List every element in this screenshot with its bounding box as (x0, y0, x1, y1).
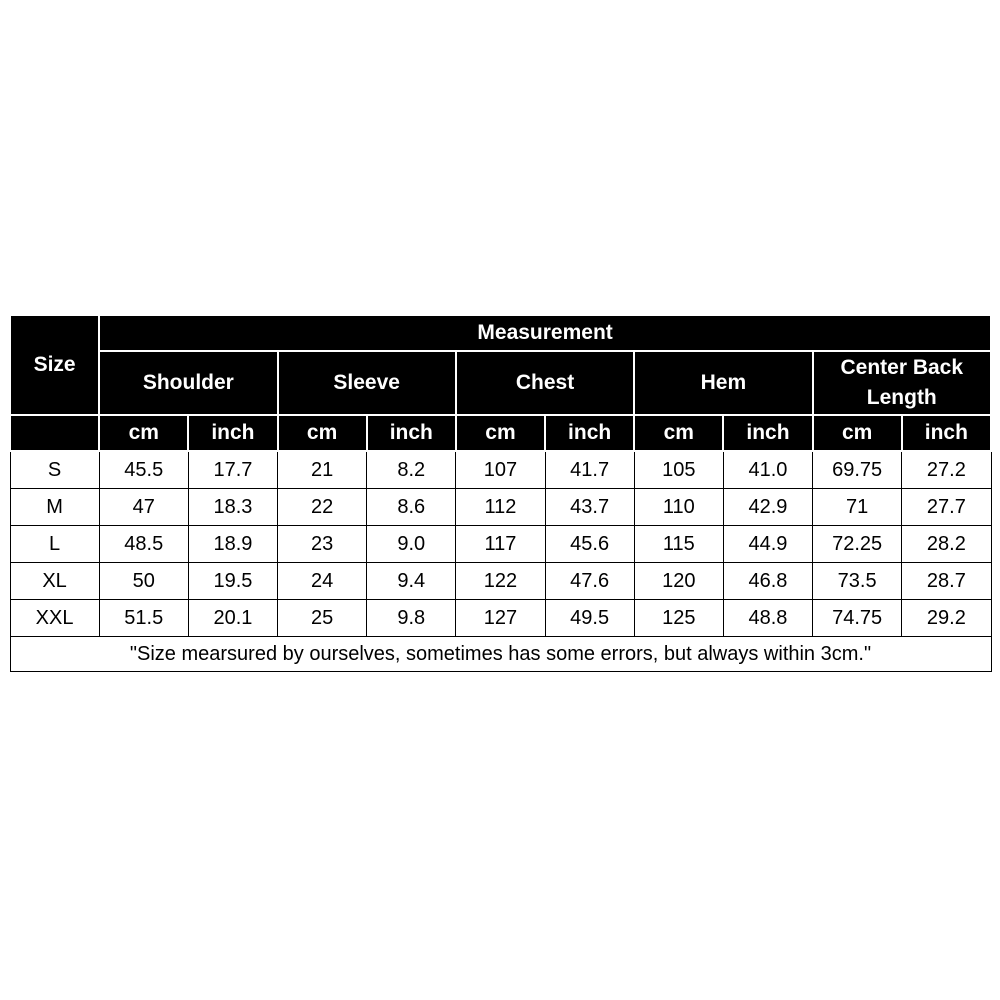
unit-inch: inch (367, 415, 456, 451)
table-row (10, 451, 991, 489)
value-cell: 9.0 (367, 526, 456, 563)
size-table (9, 314, 992, 672)
value-cell: 45.6 (545, 526, 634, 563)
center-back-line-1: Center Back (840, 356, 964, 379)
unit-inch: inch (902, 415, 991, 451)
unit-cm: cm (456, 415, 545, 451)
value-cell: 20.1 (188, 600, 277, 637)
value-cell: 27.7 (902, 489, 991, 526)
value-cell: 41.7 (545, 451, 634, 489)
value-cell: 18.9 (188, 526, 277, 563)
value-cell: 120 (634, 563, 723, 600)
group-chest: Chest (456, 351, 634, 415)
value-cell: 44.9 (723, 526, 812, 563)
value-cell: 48.8 (723, 600, 812, 637)
value-cell: 41.0 (723, 451, 812, 489)
value-cell: 45.5 (99, 451, 188, 489)
units-size-spacer (10, 415, 99, 451)
value-cell: 25 (278, 600, 367, 637)
value-cell: 72.25 (813, 526, 902, 563)
value-cell: 46.8 (723, 563, 812, 600)
value-cell: 8.6 (367, 489, 456, 526)
measurement-title: Measurement (99, 315, 991, 351)
unit-cm: cm (634, 415, 723, 451)
table-row (10, 600, 991, 637)
table-row (10, 489, 991, 526)
value-cell: 18.3 (188, 489, 277, 526)
value-cell: 17.7 (188, 451, 277, 489)
value-cell: 117 (456, 526, 545, 563)
table-row (10, 526, 991, 563)
value-cell: 50 (99, 563, 188, 600)
size-cell: S (10, 451, 99, 489)
group-sleeve: Sleeve (278, 351, 456, 415)
value-cell: 105 (634, 451, 723, 489)
value-cell: 112 (456, 489, 545, 526)
table-row (10, 563, 991, 600)
footnote: "Size mearsured by ourselves, sometimes has some errors, but always within 3cm." (10, 637, 991, 672)
value-cell: 9.8 (367, 600, 456, 637)
value-cell: 27.2 (902, 451, 991, 489)
value-cell: 122 (456, 563, 545, 600)
value-cell: 24 (278, 563, 367, 600)
center-back-line-2: Length (866, 386, 937, 409)
size-cell: XXL (10, 600, 99, 637)
value-cell: 28.2 (902, 526, 991, 563)
size-cell: XL (10, 563, 99, 600)
value-cell: 19.5 (188, 563, 277, 600)
unit-cm: cm (813, 415, 902, 451)
size-header: Size (10, 315, 99, 415)
value-cell: 47.6 (545, 563, 634, 600)
unit-cm: cm (99, 415, 188, 451)
value-cell: 29.2 (902, 600, 991, 637)
value-cell: 71 (813, 489, 902, 526)
unit-inch: inch (723, 415, 812, 451)
value-cell: 69.75 (813, 451, 902, 489)
value-cell: 28.7 (902, 563, 991, 600)
group-hem: Hem (634, 351, 812, 415)
units-row (10, 415, 991, 451)
group-shoulder: Shoulder (99, 351, 277, 415)
value-cell: 115 (634, 526, 723, 563)
table-body (10, 451, 991, 637)
value-cell: 47 (99, 489, 188, 526)
value-cell: 127 (456, 600, 545, 637)
value-cell: 42.9 (723, 489, 812, 526)
size-chart (9, 314, 992, 672)
value-cell: 73.5 (813, 563, 902, 600)
unit-inch: inch (188, 415, 277, 451)
value-cell: 23 (278, 526, 367, 563)
unit-cm: cm (278, 415, 367, 451)
value-cell: 22 (278, 489, 367, 526)
value-cell: 8.2 (367, 451, 456, 489)
size-cell: M (10, 489, 99, 526)
value-cell: 110 (634, 489, 723, 526)
value-cell: 125 (634, 600, 723, 637)
value-cell: 48.5 (99, 526, 188, 563)
size-cell: L (10, 526, 99, 563)
value-cell: 9.4 (367, 563, 456, 600)
value-cell: 51.5 (99, 600, 188, 637)
value-cell: 74.75 (813, 600, 902, 637)
value-cell: 49.5 (545, 600, 634, 637)
value-cell: 21 (278, 451, 367, 489)
value-cell: 107 (456, 451, 545, 489)
group-center-back-length (813, 351, 991, 415)
unit-inch: inch (545, 415, 634, 451)
value-cell: 43.7 (545, 489, 634, 526)
